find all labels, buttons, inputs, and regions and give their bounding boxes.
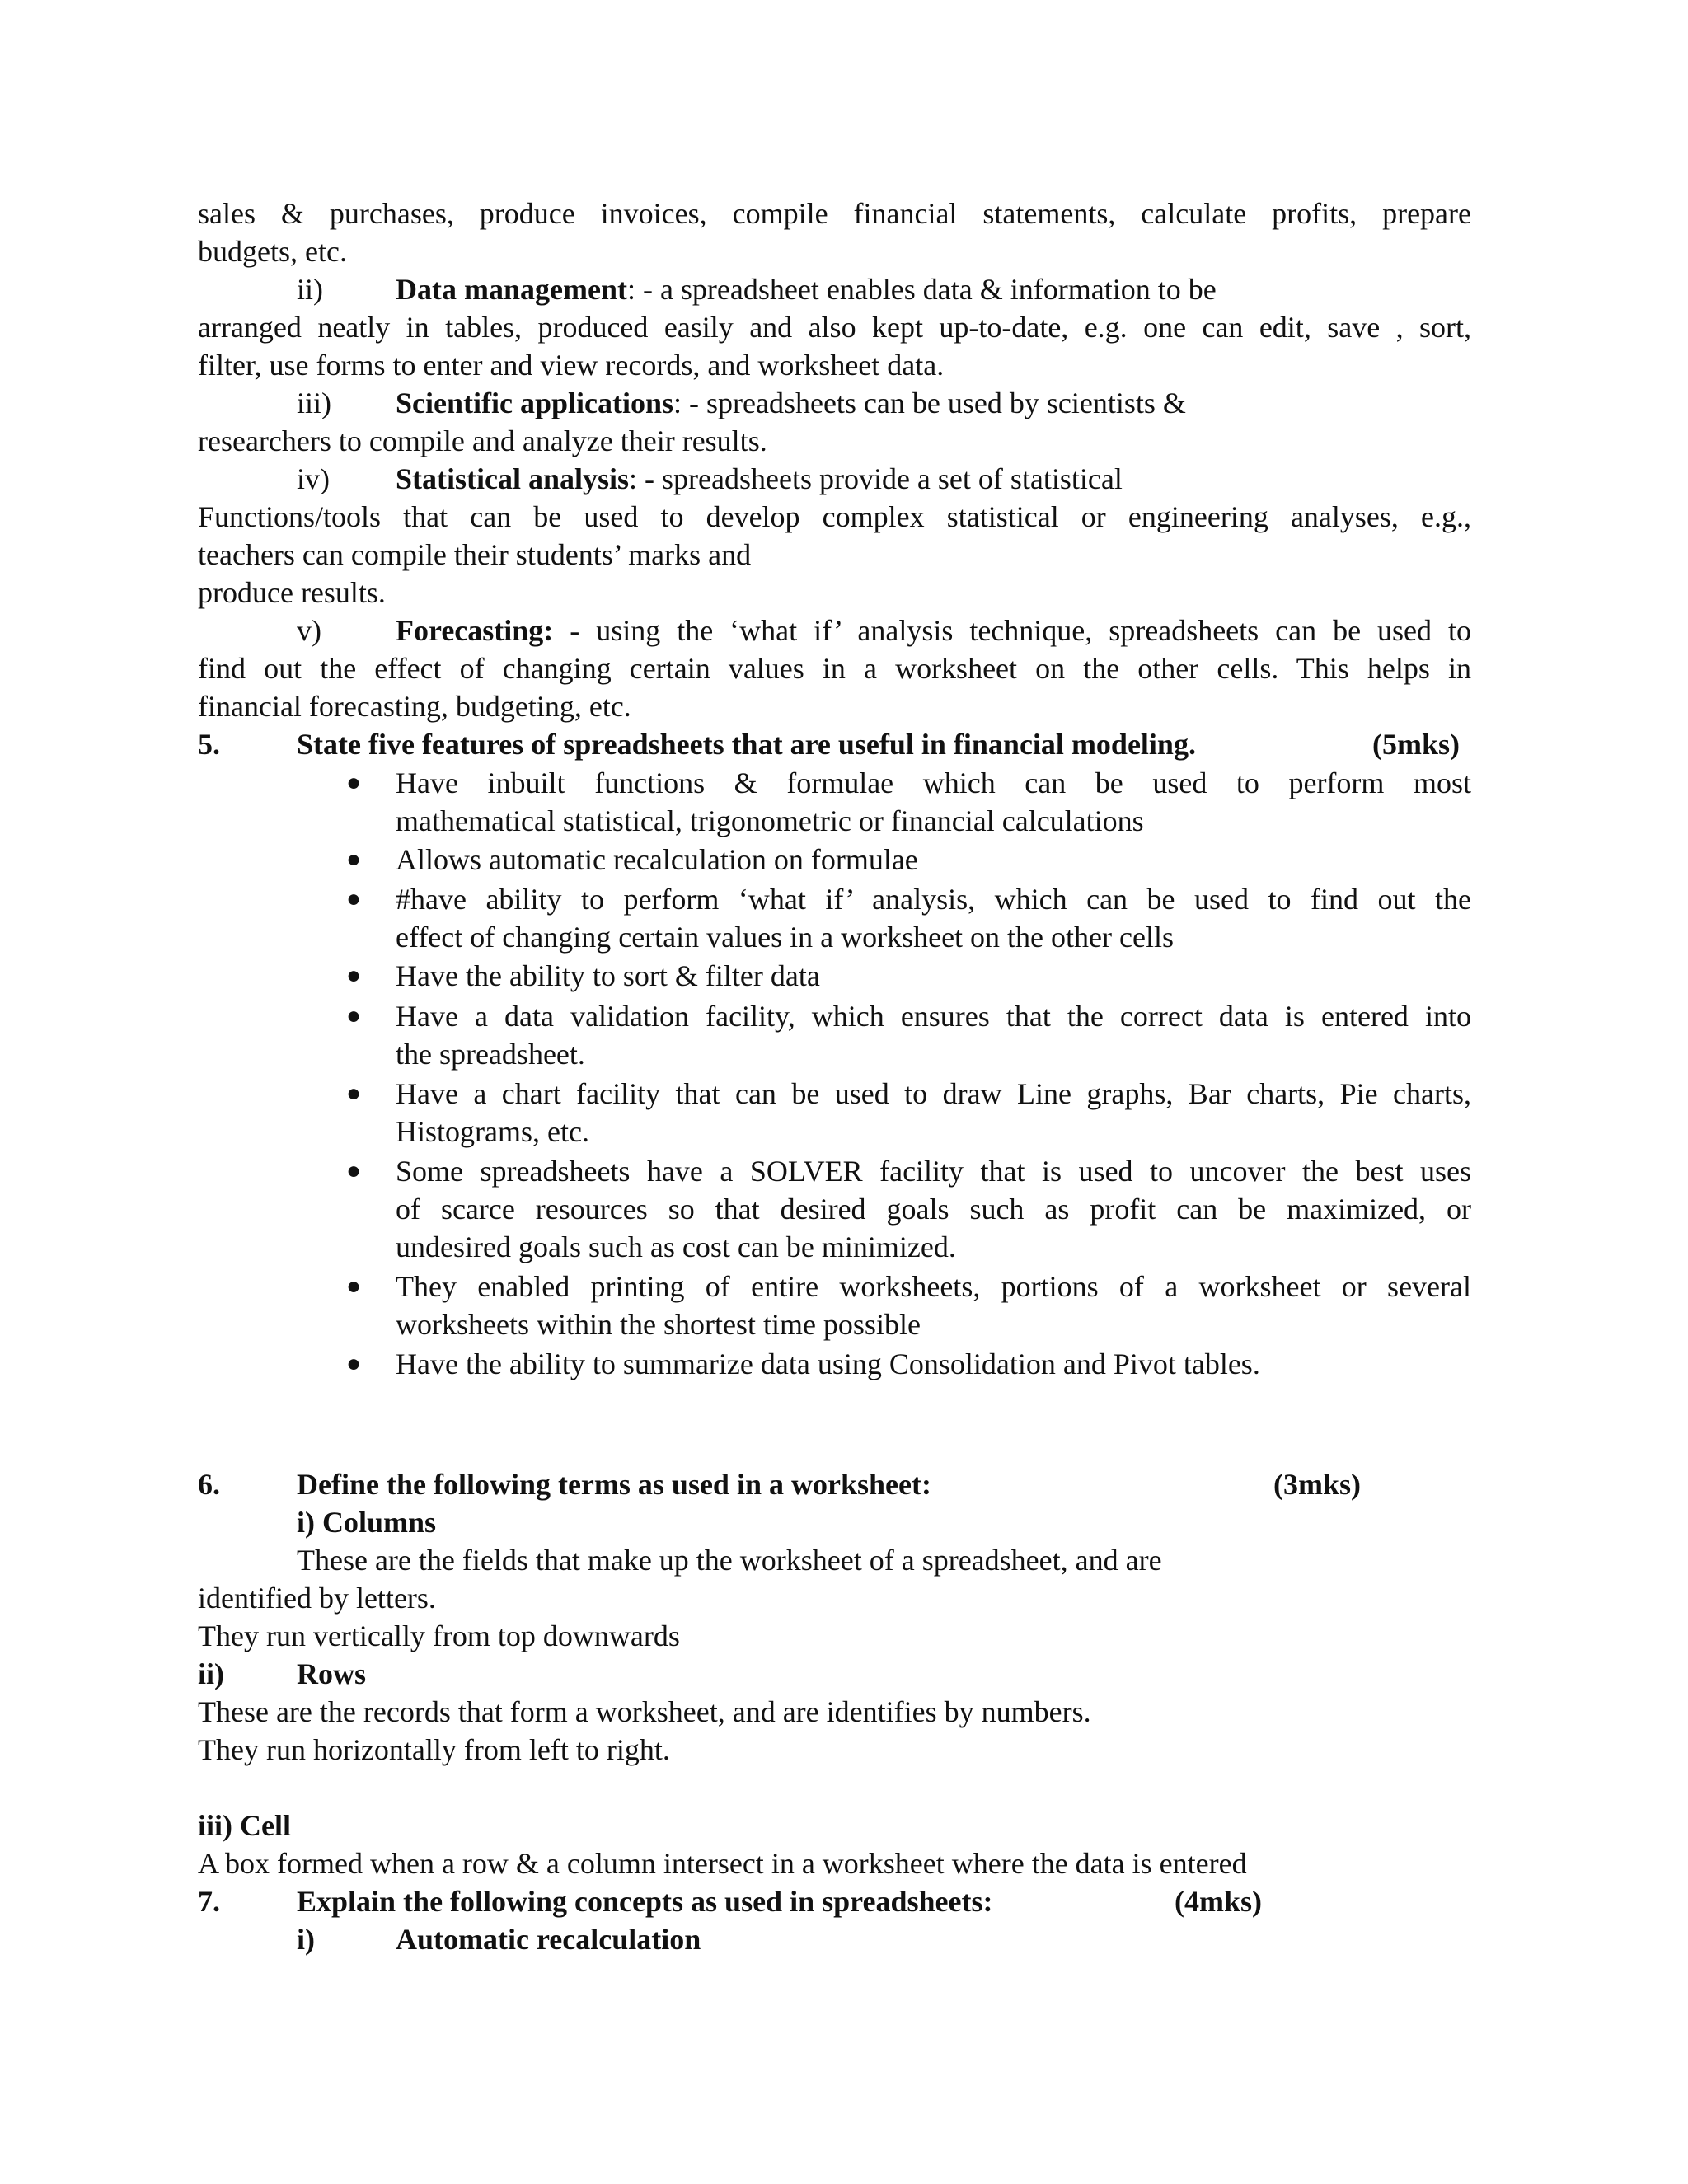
question-text: Explain the following concepts as used in spreadsheets:: [297, 1885, 993, 1918]
bullet-icon: ●: [346, 846, 362, 873]
item-text: : - spreadsheets can be used by scientists &: [673, 387, 1186, 419]
bullet-icon: ●: [346, 769, 362, 796]
item-heading-line: [396, 384, 1186, 422]
paragraph-line: filter, use forms to enter and view records, and worksheet data.: [198, 349, 945, 382]
bullet-icon: ●: [346, 1002, 362, 1029]
bullet-icon: ●: [346, 1272, 362, 1300]
bullet-line: Have inbuilt functions & formulae which can be used to perform most: [396, 766, 1471, 799]
paragraph-line: researchers to compile and analyze their results.: [198, 424, 767, 457]
bullet-icon: ●: [346, 885, 362, 912]
bullet-line: undesired goals such as cost can be minimized.: [396, 1230, 956, 1263]
question-number: 6.: [198, 1468, 220, 1501]
subheading-cell: iii) Cell: [198, 1809, 291, 1842]
paragraph-line: These are the records that form a worksheet, and are identifies by numbers.: [198, 1695, 1091, 1728]
item-text: : - spreadsheets provide a set of statistical: [629, 462, 1123, 495]
bullet-line: Have the ability to summarize data using Consolidation and Pivot tables.: [396, 1347, 1260, 1380]
item-title: Forecasting:: [396, 614, 554, 647]
subheading-rows: Rows: [297, 1657, 367, 1690]
bullet-line: Allows automatic recalculation on formulae: [396, 843, 918, 876]
item-title: Statistical analysis: [396, 462, 630, 495]
paragraph-line: identified by letters.: [198, 1582, 436, 1615]
question-marks: (4mks): [1175, 1885, 1262, 1918]
question-number: 7.: [198, 1885, 220, 1918]
bullet-line: Have a data validation facility, which ensures that the correct data is entered into: [396, 1000, 1471, 1033]
bullet-icon: ●: [346, 1080, 362, 1107]
paragraph-line: They run horizontally from left to right.: [198, 1733, 670, 1766]
bullet-icon: ●: [346, 1350, 362, 1377]
paragraph-line: They run vertically from top downwards: [198, 1619, 680, 1652]
item-number: ii): [198, 1657, 224, 1690]
paragraph-line: arranged neatly in tables, produced easily and also kept up-to-date, e.g. one can edit, save , sort,: [198, 311, 1471, 344]
item-title: Scientific applications: [396, 387, 674, 419]
bullet-icon: ●: [346, 962, 362, 989]
paragraph-line: teachers can compile their students’ marks and: [198, 538, 752, 571]
paragraph-line: Functions/tools that can be used to develop complex statistical or engineering analyses, e.g.,: [198, 500, 1471, 533]
paragraph-line: These are the fields that make up the worksheet of a spreadsheet, and are: [297, 1544, 1162, 1577]
item-text: : - a spreadsheet enables data & information to be: [626, 273, 1217, 306]
item-heading-line: [396, 460, 1123, 498]
bullet-line: worksheets within the shortest time possible: [396, 1308, 921, 1341]
bullet-line: effect of changing certain values in a worksheet on the other cells: [396, 921, 1174, 954]
paragraph-line: budgets, etc.: [198, 235, 347, 268]
item-number: i): [297, 1923, 315, 1956]
bullet-line: #have ability to perform ‘what if’ analysis, which can be used to find out the: [396, 883, 1471, 916]
item-number: iv): [297, 462, 330, 495]
bullet-line: the spreadsheet.: [396, 1038, 585, 1071]
item-heading-line: [396, 270, 1217, 308]
subheading-columns: i) Columns: [297, 1506, 437, 1539]
question-marks: (5mks): [1372, 728, 1460, 761]
item-number: iii): [297, 387, 331, 419]
paragraph-line: find out the effect of changing certain values in a worksheet on the other cells. This helps in: [198, 652, 1471, 685]
bullet-line: Have a chart facility that can be used to draw Line graphs, Bar charts, Pie charts,: [396, 1077, 1471, 1110]
item-heading-line: [396, 612, 1471, 649]
question-text: State five features of spreadsheets that are useful in financial modeling.: [297, 728, 1196, 761]
subheading-automatic-recalculation: Automatic recalculation: [396, 1923, 701, 1956]
question-marks: (3mks): [1273, 1468, 1361, 1501]
bullet-line: Some spreadsheets have a SOLVER facility that is used to uncover the best uses: [396, 1155, 1471, 1188]
paragraph-line: produce results.: [198, 576, 386, 609]
bullet-line: Histograms, etc.: [396, 1115, 589, 1148]
paragraph-line: A box formed when a row & a column intersect in a worksheet where the data is entered: [198, 1847, 1247, 1880]
item-number: v): [297, 614, 321, 647]
bullet-line: Have the ability to sort & filter data: [396, 959, 820, 992]
item-number: ii): [297, 273, 323, 306]
item-title: Data management: [396, 273, 627, 306]
question-number: 5.: [198, 728, 220, 761]
bullet-line: mathematical statistical, trigonometric or financial calculations: [396, 804, 1144, 837]
question-text: Define the following terms as used in a worksheet:: [297, 1468, 931, 1501]
bullet-icon: ●: [346, 1157, 362, 1184]
item-text: - using the ‘what if’ analysis technique, spreadsheets can be used to: [553, 614, 1471, 647]
bullet-line: of scarce resources so that desired goals such as profit can be maximized, or: [396, 1193, 1471, 1226]
paragraph-line: sales & purchases, produce invoices, compile financial statements, calculate profits, prepare: [198, 197, 1471, 230]
paragraph-line: financial forecasting, budgeting, etc.: [198, 690, 631, 723]
bullet-line: They enabled printing of entire worksheets, portions of a worksheet or several: [396, 1270, 1471, 1303]
